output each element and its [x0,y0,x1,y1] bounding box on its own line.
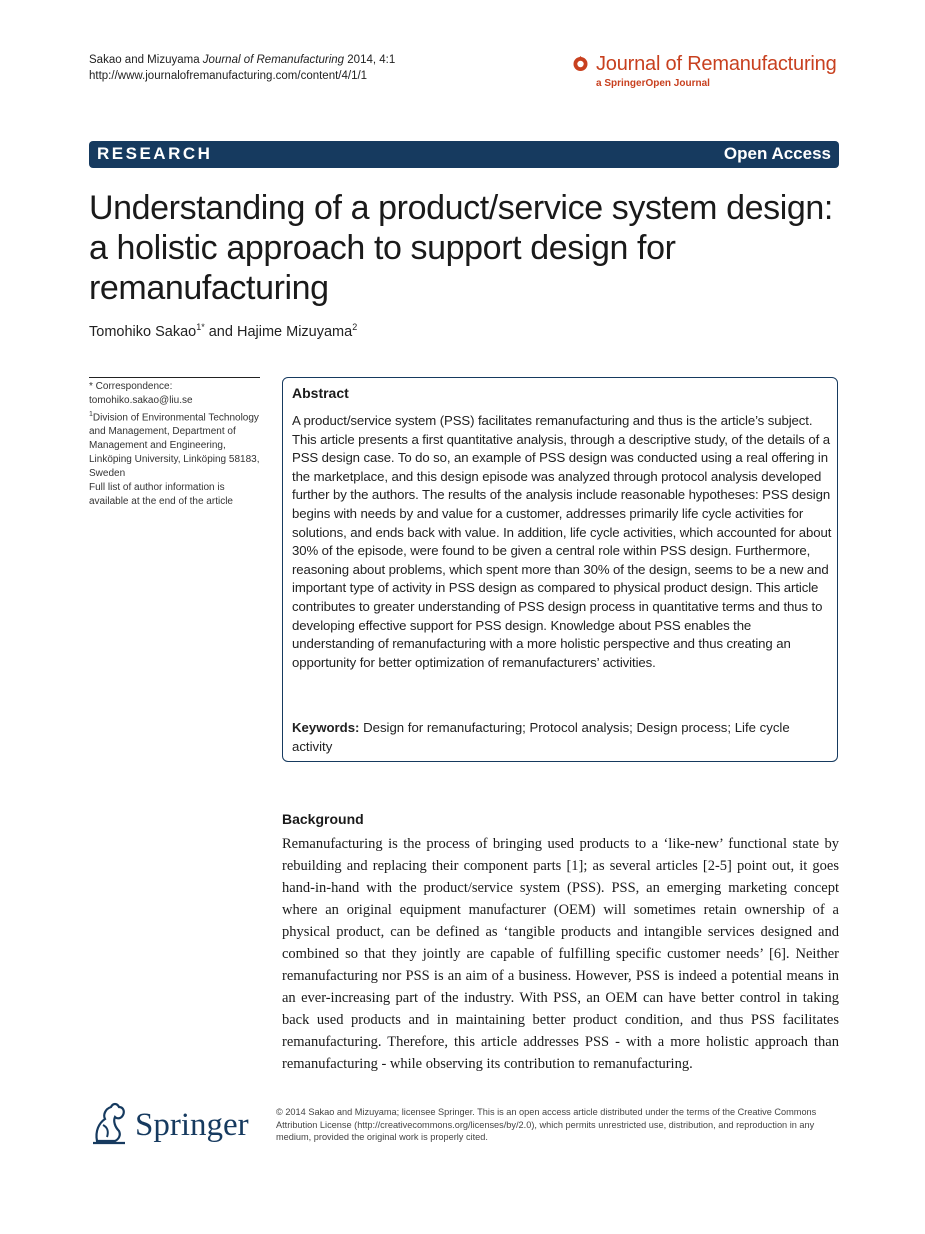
journal-name: Journal of Remanufacturing [596,53,837,75]
article-title: Understanding of a product/service system design: a holistic approach to support design for remanufacturing [89,189,833,307]
affiliation [89,408,264,481]
citation-line [89,52,395,68]
correspondence-label: * Correspondence: [89,381,173,392]
open-access-label: Open Access [723,144,831,163]
side-info-divider [89,377,260,378]
citation-journal: Journal of Remanufacturing [202,54,345,66]
affiliation-text: Division of Environmental Technology and Management, Department of Management and Engineering, Linköping University, Linköping 58183, Sweden [89,412,260,480]
affiliation-mark: 1 [89,411,93,418]
abstract-box [282,377,838,762]
author-list [89,322,357,340]
correspondence-info [89,380,264,509]
section-heading-background: Background [282,811,364,827]
keywords-label: Keywords: [292,720,360,735]
abstract-heading: Abstract [292,385,349,401]
author-affiliation-mark: 1* [196,322,205,332]
keywords-list: Design for remanufacturing; Protocol analysis; Design process; Life cycle activity [292,720,790,754]
citation-volume: 2014, 4:1 [347,54,396,66]
correspondence-email[interactable]: tomohiko.sakao@liu.se [89,395,193,406]
license-notice: © 2014 Sakao and Mizuyama; licensee Springer. This is an open access article distributed under the terms of the Creative Commons Attribution License (http://creativecommons.org/licenses/by/2.0), which permits unrestricted use, distribution, and reproduction in any medium, provided the original work is properly cited. [276,1107,817,1142]
journal-subtitle: a SpringerOpen Journal [596,78,710,89]
journal-logo [572,53,842,93]
author-name: Hajime Mizuyama [236,323,353,340]
author-affiliation-mark: 2 [352,322,358,332]
citation-block [89,52,395,84]
author-joiner: and [204,323,237,340]
citation-authors: Sakao and Mizuyama [89,54,200,66]
springer-wordmark: Springer [135,1107,249,1143]
keywords [292,719,832,756]
author-name: Tomohiko Sakao [89,323,197,340]
springer-horse-icon [89,1101,129,1145]
journal-logo-icon [572,55,589,72]
article-type-banner [89,141,839,168]
citation-url[interactable]: http://www.journalofremanufacturing.com/content/4/1/1 [89,70,368,82]
full-author-info-note: Full list of author information is available at the end of the article [89,482,233,508]
abstract-text: A product/service system (PSS) facilitates remanufacturing and thus is the article’s subject. This article presents a first quantitative analysis, through a descriptive study, of the details of a PSS design case. To do so, an example of PSS design was conducted using a real offering in the marketplace, and this design episode was analyzed through protocol analysis developed further by the authors. The results of the analysis include reasonable hypotheses: PSS design begins with needs by and value for a customer, addresses primarily life cycle activities for solutions, and ends back with value. In addition, life cycle activities, which accounted for about 30% of the episode, were found to be given a central role within PSS design. Furthermore, reasoning about problems, which spent more than 30% of the design, seems to be a new and important type of activity in PSS design as compared to physical product design. This article contributes to greater understanding of PSS design process in quantitative terms and thus to developing effective support for PSS design. Knowledge about PSS enables the understanding of remanufacturing with a more holistic perspective and thus creating an opportunity for better optimization of remanufacturers’ activities. [292,413,832,670]
background-paragraph: Remanufacturing is the process of bringing used products to a ‘like-new’ functional state by rebuilding and replacing their component parts [1]; as several articles [2-5] point out, it goes hand-in-hand with the product/service system (PSS). PSS, an emerging marketing concept where an original equipment manufacturer (OEM) will sometimes retain ownership of a physical product, can be defined as ‘tangible products and intangible services designed and combined so that they jointly are capable of fulfilling specific customer needs’ [6]. Neither remanufacturing nor PSS is an aim of a business. However, PSS is indeed a potential means in an ever-increasing part of the industry. With PSS, an OEM can have better control in taking back used products and in maintaining better product condition, and thus PSS facilitates remanufacturing. Therefore, this article addresses PSS - with a more holistic approach than remanufacturing - while observing its contribution to remanufacturing. [282,836,839,1072]
article-type-label: RESEARCH [97,144,213,163]
springer-logo [89,1101,259,1149]
